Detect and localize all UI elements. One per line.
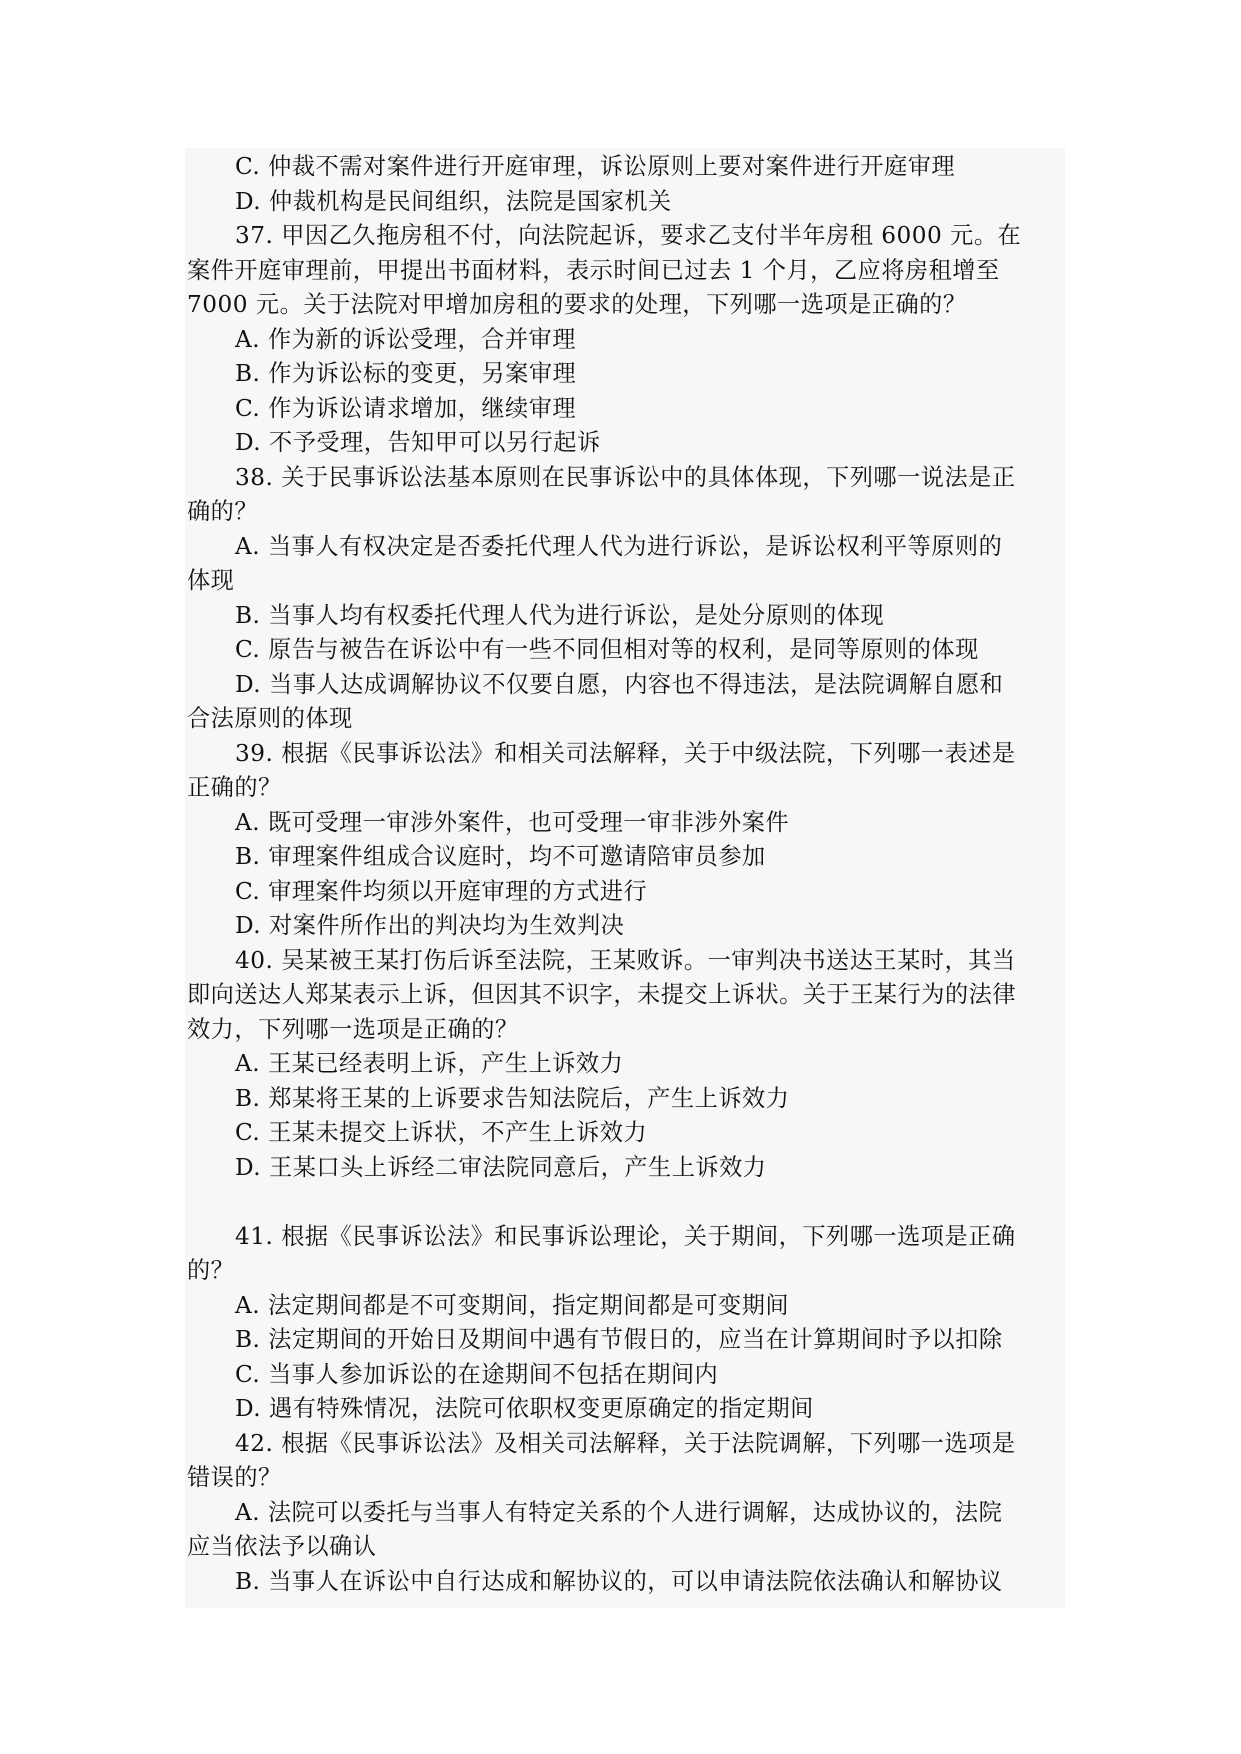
text-line: 效力，下列哪一选项是正确的？	[187, 1015, 519, 1043]
question-37-stem: 37. 甲因乙久拖房租不付，向法院起诉，要求乙支付半年房租 6000 元。在	[235, 222, 1022, 249]
option-c: C. 王某未提交上诉状，不产生上诉效力	[235, 1119, 648, 1146]
option-a: A. 作为新的诉讼受理，合并审理	[235, 325, 576, 353]
option-b: B. 作为诉讼标的变更，另案审理	[235, 360, 577, 387]
text-line: 错误的？	[187, 1464, 282, 1491]
option-a: A. 法定期间都是不可变期间，指定期间都是可变期间	[235, 1291, 790, 1319]
option-b: B. 郑某将王某的上诉要求告知法院后，产生上诉效力	[235, 1084, 790, 1112]
question-41-stem: 41. 根据《民事诉讼法》和民事诉讼理论，关于期间，下列哪一选项是正确	[235, 1222, 1016, 1250]
document-text-block	[185, 148, 1065, 1608]
text-line: 正确的？	[187, 774, 282, 801]
option-b: B. 当事人在诉讼中自行达成和解协议的，可以申请法院依法确认和解协议	[235, 1567, 1003, 1595]
text-line: 的？	[187, 1257, 235, 1284]
text-line: 体现	[187, 567, 235, 594]
option-b: B. 审理案件组成合议庭时，均不可邀请陪审员参加	[235, 843, 766, 870]
option-d: D. 遇有特殊情况，法院可依职权变更原确定的指定期间	[235, 1395, 814, 1422]
text-line: 即向送达人郑某表示上诉，但因其不识字，未提交上诉状。关于王某行为的法律	[187, 981, 1017, 1008]
option-a: A. 法院可以委托与当事人有特定关系的个人进行调解，达成协议的，法院	[235, 1498, 1003, 1526]
text-line: 确的？	[187, 498, 259, 525]
option-a: A. 当事人有权决定是否委托代理人代为进行诉讼，是诉讼权利平等原则的	[235, 532, 1003, 560]
option-c: C. 作为诉讼请求增加，继续审理	[235, 394, 577, 422]
option-b: B. 当事人均有权委托代理人代为进行诉讼，是处分原则的体现	[235, 601, 885, 629]
question-38-stem: 38. 关于民事诉讼法基本原则在民事诉讼中的具体体现，下列哪一说法是正	[235, 463, 1016, 491]
option-d: D. 不予受理，告知甲可以另行起诉	[235, 429, 601, 456]
option-c: C. 审理案件均须以开庭审理的方式进行	[235, 877, 648, 905]
option-c: C. 当事人参加诉讼的在途期间不包括在期间内	[235, 1360, 719, 1388]
question-42-stem: 42. 根据《民事诉讼法》及相关司法解释，关于法院调解，下列哪一选项是	[235, 1429, 1016, 1457]
option-c: C. 原告与被告在诉讼中有一些不同但相对等的权利，是同等原则的体现	[235, 636, 979, 663]
blank-line	[187, 1185, 1065, 1220]
text-line: 应当依法予以确认	[187, 1533, 377, 1560]
option-d: D. 对案件所作出的判决均为生效判决	[235, 912, 625, 939]
text-line: 合法原则的体现	[187, 705, 353, 732]
option-d: D. 王某口头上诉经二审法院同意后，产生上诉效力	[235, 1153, 767, 1181]
text-line: D. 仲裁机构是民间组织，法院是国家机关	[235, 187, 672, 215]
question-39-stem: 39. 根据《民事诉讼法》和相关司法解释，关于中级法院，下列哪一表述是	[235, 739, 1016, 767]
option-d: D. 当事人达成调解协议不仅要自愿，内容也不得违法，是法院调解自愿和	[235, 670, 1004, 698]
text-line: 7000 元。关于法院对甲增加房租的要求的处理，下列哪一选项是正确的？	[187, 291, 967, 318]
text-line: 案件开庭审理前，甲提出书面材料，表示时间已过去 1 个月，乙应将房租增至	[187, 256, 1000, 284]
text-line: C. 仲裁不需对案件进行开庭审理，诉讼原则上要对案件进行开庭审理	[235, 153, 956, 180]
option-b: B. 法定期间的开始日及期间中遇有节假日的，应当在计算期间时予以扣除	[235, 1326, 1003, 1353]
option-a: A. 既可受理一审涉外案件，也可受理一审非涉外案件	[235, 808, 790, 836]
option-a: A. 王某已经表明上诉，产生上诉效力	[235, 1050, 624, 1077]
question-40-stem: 40. 吴某被王某打伤后诉至法院，王某败诉。一审判决书送达王某时，其当	[235, 946, 1016, 974]
